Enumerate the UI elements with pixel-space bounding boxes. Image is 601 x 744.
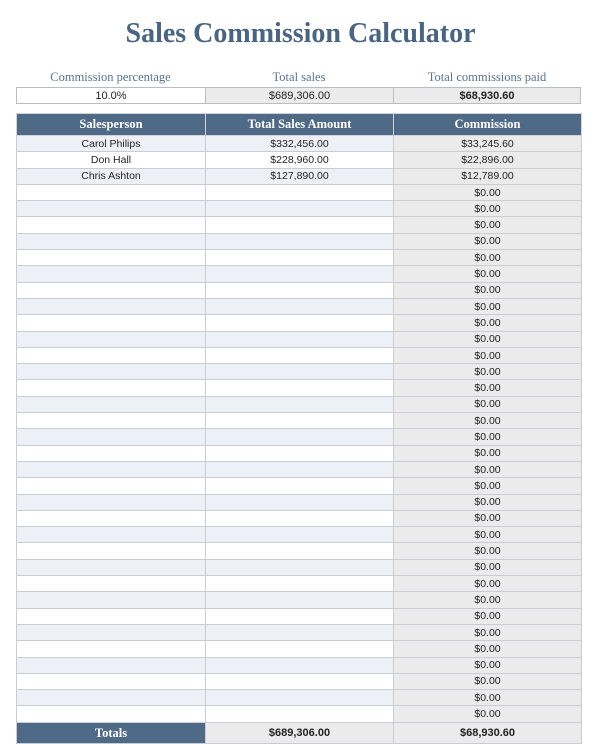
- commission-cell: $0.00: [394, 184, 582, 200]
- salesperson-cell[interactable]: Don Hall: [17, 152, 206, 168]
- table-row: [17, 673, 582, 689]
- table-row: [17, 608, 582, 624]
- table-row: [17, 266, 582, 282]
- commission-cell: $0.00: [394, 576, 582, 592]
- table-row: [17, 217, 582, 233]
- commission-cell: $0.00: [394, 641, 582, 657]
- table-row: [17, 543, 582, 559]
- sales-amount-cell[interactable]: [206, 331, 394, 347]
- sales-amount-cell[interactable]: [206, 494, 394, 510]
- sales-amount-cell[interactable]: [206, 478, 394, 494]
- sales-amount-cell[interactable]: [206, 413, 394, 429]
- salesperson-cell[interactable]: [17, 478, 206, 494]
- sales-amount-cell[interactable]: [206, 559, 394, 575]
- commission-cell: $0.00: [394, 266, 582, 282]
- table-row: [17, 527, 582, 543]
- table-row: [17, 706, 582, 722]
- table-row: [17, 461, 582, 477]
- salesperson-cell[interactable]: [17, 266, 206, 282]
- commission-header: Commission: [394, 114, 582, 136]
- table-row: [17, 136, 582, 152]
- salesperson-cell[interactable]: [17, 576, 206, 592]
- commission-cell: $0.00: [394, 233, 582, 249]
- table-header-row: [17, 114, 582, 136]
- total-commissions-label: Total commissions paid: [427, 70, 547, 84]
- commission-cell: $0.00: [394, 445, 582, 461]
- sales-amount-cell[interactable]: [206, 217, 394, 233]
- table-row: [17, 576, 582, 592]
- sales-amount-cell[interactable]: [206, 706, 394, 722]
- commission-cell: $0.00: [394, 657, 582, 673]
- salesperson-cell[interactable]: [17, 510, 206, 526]
- commission-cell: $22,896.00: [394, 152, 582, 168]
- salesperson-cell[interactable]: [17, 690, 206, 706]
- totals-row: [17, 722, 582, 743]
- commission-cell: $12,789.00: [394, 168, 582, 184]
- table-row: [17, 233, 582, 249]
- salesperson-cell[interactable]: [17, 592, 206, 608]
- sales-amount-cell[interactable]: [206, 298, 394, 314]
- table-row: [17, 380, 582, 396]
- salesperson-cell[interactable]: [17, 233, 206, 249]
- table-row: [17, 201, 582, 217]
- table-row: [17, 184, 582, 200]
- sales-amount-cell[interactable]: $127,890.00: [206, 168, 394, 184]
- sales-amount-cell[interactable]: [206, 315, 394, 331]
- commission-cell: $0.00: [394, 494, 582, 510]
- commission-cell: $0.00: [394, 461, 582, 477]
- table-row: [17, 592, 582, 608]
- table-row: [17, 494, 582, 510]
- salesperson-cell[interactable]: [17, 364, 206, 380]
- table-row: [17, 298, 582, 314]
- commission-percentage-label: Commission percentage: [50, 70, 171, 84]
- table-row: [17, 250, 582, 266]
- table-row: [17, 429, 582, 445]
- salesperson-cell[interactable]: [17, 624, 206, 640]
- commission-cell: $0.00: [394, 608, 582, 624]
- commission-cell: $0.00: [394, 282, 582, 298]
- commission-cell: $0.00: [394, 429, 582, 445]
- salesperson-header: Salesperson: [17, 114, 206, 136]
- salesperson-cell[interactable]: [17, 396, 206, 412]
- commission-cell: $0.00: [394, 690, 582, 706]
- sales-amount-cell[interactable]: [206, 396, 394, 412]
- table-row: [17, 152, 582, 168]
- salesperson-cell[interactable]: [17, 347, 206, 363]
- sales-amount-cell[interactable]: [206, 233, 394, 249]
- table-row: [17, 510, 582, 526]
- sales-amount-cell[interactable]: [206, 380, 394, 396]
- salesperson-cell[interactable]: [17, 461, 206, 477]
- totals-label: Totals: [17, 722, 206, 743]
- table-row: [17, 413, 582, 429]
- sales-amount-cell[interactable]: [206, 282, 394, 298]
- commission-cell: $0.00: [394, 364, 582, 380]
- sales-amount-cell[interactable]: [206, 673, 394, 689]
- salesperson-cell[interactable]: [17, 298, 206, 314]
- table-row: [17, 641, 582, 657]
- table-row: [17, 168, 582, 184]
- table-row: [17, 624, 582, 640]
- salesperson-cell[interactable]: [17, 641, 206, 657]
- commission-cell: $0.00: [394, 298, 582, 314]
- commission-cell: $0.00: [394, 478, 582, 494]
- salesperson-cell[interactable]: [17, 559, 206, 575]
- commission-cell: $0.00: [394, 527, 582, 543]
- sales-amount-cell[interactable]: [206, 527, 394, 543]
- salesperson-cell[interactable]: [17, 543, 206, 559]
- table-row: [17, 559, 582, 575]
- salesperson-cell[interactable]: [17, 331, 206, 347]
- table-row: [17, 282, 582, 298]
- totals-sales: $689,306.00: [206, 722, 394, 743]
- salesperson-cell[interactable]: [17, 413, 206, 429]
- table-row: [17, 445, 582, 461]
- commission-cell: $0.00: [394, 706, 582, 722]
- sales-amount-cell[interactable]: [206, 445, 394, 461]
- salesperson-cell[interactable]: [17, 282, 206, 298]
- salesperson-cell[interactable]: [17, 429, 206, 445]
- sales-amount-cell[interactable]: [206, 461, 394, 477]
- total-commissions-value: $68,930.60: [393, 87, 581, 104]
- commission-cell: $0.00: [394, 380, 582, 396]
- salesperson-cell[interactable]: [17, 608, 206, 624]
- sales-amount-cell[interactable]: [206, 201, 394, 217]
- sales-amount-cell[interactable]: [206, 690, 394, 706]
- sales-amount-cell[interactable]: [206, 429, 394, 445]
- table-row: [17, 364, 582, 380]
- commission-cell: $0.00: [394, 510, 582, 526]
- commission-cell: $0.00: [394, 592, 582, 608]
- commission-cell: $0.00: [394, 331, 582, 347]
- totals-commission: $68,930.60: [394, 722, 582, 743]
- salesperson-cell[interactable]: [17, 494, 206, 510]
- table-row: [17, 478, 582, 494]
- salesperson-cell[interactable]: [17, 527, 206, 543]
- commission-cell: $0.00: [394, 347, 582, 363]
- sales-amount-cell[interactable]: [206, 184, 394, 200]
- commission-percentage-input[interactable]: 10.0%: [16, 87, 206, 104]
- salesperson-cell[interactable]: [17, 201, 206, 217]
- commission-table: [16, 113, 582, 744]
- sales-amount-cell[interactable]: [206, 250, 394, 266]
- total-sales-amount-header: Total Sales Amount: [206, 114, 394, 136]
- sales-amount-cell[interactable]: [206, 641, 394, 657]
- salesperson-cell[interactable]: Carol Philips: [17, 136, 206, 152]
- salesperson-cell[interactable]: [17, 217, 206, 233]
- table-row: [17, 331, 582, 347]
- salesperson-cell[interactable]: Chris Ashton: [17, 168, 206, 184]
- commission-cell: $0.00: [394, 673, 582, 689]
- table-row: [17, 396, 582, 412]
- sales-amount-cell[interactable]: [206, 608, 394, 624]
- salesperson-cell[interactable]: [17, 380, 206, 396]
- commission-cell: $0.00: [394, 624, 582, 640]
- sales-amount-cell[interactable]: [206, 576, 394, 592]
- table-row: [17, 657, 582, 673]
- total-sales-label: Total sales: [272, 70, 326, 84]
- sales-amount-cell[interactable]: [206, 347, 394, 363]
- table-row: [17, 347, 582, 363]
- salesperson-cell[interactable]: [17, 657, 206, 673]
- commission-cell: $0.00: [394, 559, 582, 575]
- sales-amount-cell[interactable]: [206, 543, 394, 559]
- salesperson-cell[interactable]: [17, 184, 206, 200]
- commission-cell: $0.00: [394, 201, 582, 217]
- commission-cell: $0.00: [394, 413, 582, 429]
- table-row: [17, 315, 582, 331]
- table-row: [17, 690, 582, 706]
- salesperson-cell[interactable]: [17, 315, 206, 331]
- sales-amount-cell[interactable]: [206, 510, 394, 526]
- commission-cell: $33,245.60: [394, 136, 582, 152]
- salesperson-cell[interactable]: [17, 706, 206, 722]
- sales-amount-cell[interactable]: [206, 592, 394, 608]
- salesperson-cell[interactable]: [17, 445, 206, 461]
- total-sales-value: $689,306.00: [205, 87, 394, 104]
- sales-amount-cell[interactable]: [206, 266, 394, 282]
- sales-amount-cell[interactable]: [206, 624, 394, 640]
- salesperson-cell[interactable]: [17, 250, 206, 266]
- sales-amount-cell[interactable]: [206, 364, 394, 380]
- sales-amount-cell[interactable]: [206, 657, 394, 673]
- commission-cell: $0.00: [394, 315, 582, 331]
- commission-cell: $0.00: [394, 396, 582, 412]
- sales-amount-cell[interactable]: $228,960.00: [206, 152, 394, 168]
- salesperson-cell[interactable]: [17, 673, 206, 689]
- commission-cell: $0.00: [394, 250, 582, 266]
- page-title: Sales Commission Calculator: [125, 18, 476, 49]
- commission-cell: $0.00: [394, 217, 582, 233]
- sales-amount-cell[interactable]: $332,456.00: [206, 136, 394, 152]
- commission-cell: $0.00: [394, 543, 582, 559]
